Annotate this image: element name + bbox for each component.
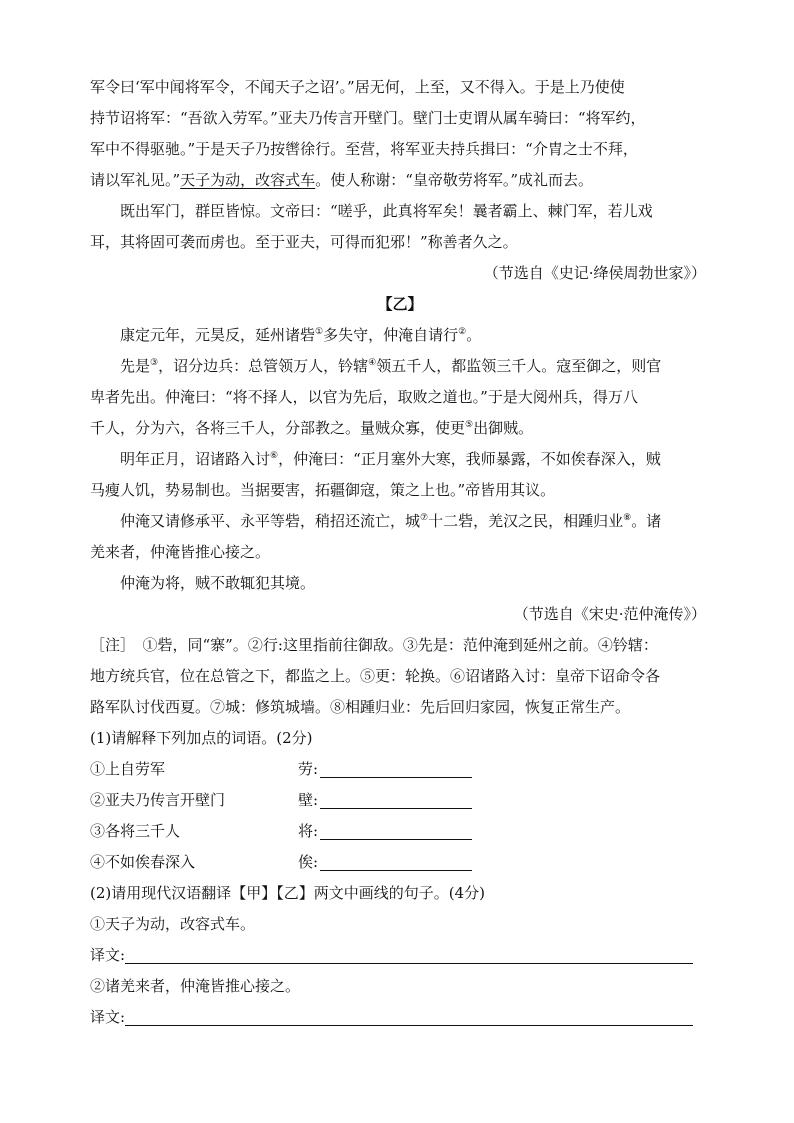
q1-word: 壁:: [298, 791, 319, 809]
yi-p5: 仲淹为将，贼不敢辄犯其境。: [120, 574, 316, 592]
q1-phrase: ①上自劳军: [90, 760, 166, 778]
note-line-3: 路军队讨伐西夏。⑦城：修筑城墙。⑧相踵归业：先后回归家园，恢复正常生产。: [90, 698, 631, 716]
q1-phrase: ②亚夫乃传言开壁门: [90, 791, 226, 809]
yi-p2-a: 先是: [120, 357, 151, 375]
footnote-ref-2: ②: [458, 327, 467, 337]
q1-key: [298, 816, 472, 847]
footnote-ref-6: ⑥: [270, 451, 279, 461]
q1-item-3: [90, 816, 710, 847]
q1-item-2: [90, 785, 710, 816]
q1-key: [298, 785, 472, 816]
yi-p1-a: 康定元年，元昊反，延州诸砦: [120, 326, 316, 344]
note-line-1: ［注］ ①砦，同“寨”。②行:这里指前往御敌。③先是：范仲淹到延州之前。④钤辖：: [90, 636, 658, 654]
passage-yi: [90, 289, 710, 630]
jia-p2-line-2: 耳，其将固可袭而虏也。至于亚夫，可得而犯邪！”称善者久之。: [90, 233, 518, 251]
q1-item-4: [90, 847, 710, 878]
q1-word: 将:: [298, 822, 319, 840]
answer-blank[interactable]: [320, 852, 472, 871]
footnote-ref-5: ⑤: [465, 420, 474, 430]
jia-line-1: 军令曰‘军中闻将军令，不闻天子之诏’。”居无何，上至，又不得入。于是上乃使使: [90, 78, 625, 96]
jia-line-4-post: 。使人称谢：“皇帝敬劳将军。”成礼而去。: [315, 171, 594, 189]
translation-blank[interactable]: [125, 945, 693, 964]
jia-line-3: 军中不得驱驰。”于是天子乃按辔徐行。至营，将军亚夫持兵揖曰：“介胄之士不拜，: [90, 140, 638, 158]
footnote-ref-8: ⑧: [623, 513, 632, 523]
answer-blank[interactable]: [320, 759, 472, 778]
question-2: [90, 878, 710, 1033]
yi-p2-line-2: 卑者先出。仲淹曰：“将不择人，以官为先后，取败之道也。”于是大阅州兵，得万八: [90, 388, 638, 406]
yi-p3-line-1: [90, 444, 710, 475]
yi-p4-line-1: [90, 506, 710, 537]
q1-phrase: ④不如俟春深入: [90, 853, 196, 871]
yi-p2-line-3a: 千人，分为六，各将三千人，分部教之。量贼众寡，使更: [90, 419, 466, 437]
yi-p2-line-3: [90, 413, 710, 444]
question-2-prompt: (2)请用现代汉语翻译【甲】【乙】两文中画线的句子。(4分): [90, 884, 485, 902]
yi-p1-c: 。: [466, 326, 482, 344]
passage-jia: [90, 72, 710, 289]
jia-source: （节选自《史记·绛侯周勃世家》）: [483, 264, 706, 282]
footnote-ref-7: ⑦: [420, 513, 429, 523]
answer-blank[interactable]: [320, 790, 472, 809]
q2-translation-row-2: [90, 1002, 710, 1033]
jia-line-4-pre: 请以军礼见。”: [90, 171, 181, 189]
q2-translation-row-1: [90, 940, 710, 971]
translation-label: 译文:: [90, 1008, 126, 1026]
yi-p4-a: 仲淹又请修承平、永平等砦，稍招还流亡，城: [120, 512, 421, 530]
exam-page: [90, 72, 710, 1033]
annotation-notes: [90, 630, 710, 723]
q2-sentence-2: ②诸羌来者，仲淹皆推心接之。: [90, 977, 301, 995]
footnote-ref-1: ①: [315, 327, 324, 337]
yi-p3-b: ，仲淹曰：“正月塞外大寒，我师暴露，不如俟春深入，贼: [278, 450, 661, 468]
jia-line-2: 持节诏将军：“吾欲入劳军。”亚夫乃传言开壁门。壁门士吏谓从属车骑曰：“将军约，: [90, 109, 646, 127]
yi-p4-line-2: 羌来者，仲淹皆推心接之。: [90, 543, 271, 561]
answer-blank[interactable]: [320, 821, 472, 840]
footnote-ref-4: ④: [368, 358, 377, 368]
yi-p4-b: 十二砦，羌汉之民，相踵归业: [428, 512, 624, 530]
q1-phrase: ③各将三千人: [90, 822, 181, 840]
translation-blank[interactable]: [125, 1007, 693, 1026]
yi-heading: 【乙】: [377, 295, 423, 313]
q2-sentence-1: ①天子为动，改容式车。: [90, 915, 256, 933]
yi-p1-b: 多失守，仲淹自请行: [323, 326, 459, 344]
q1-word: 俟:: [298, 853, 319, 871]
q1-word: 劳:: [298, 760, 319, 778]
q1-key: [298, 847, 472, 878]
footnote-ref-3: ③: [150, 358, 159, 368]
note-line-2: 地方统兵官，位在总管之下，都监之上。⑤更：轮换。⑥诏诸路入讨：皇帝下诏命令各: [90, 667, 661, 685]
jia-p2-line-1: 既出军门，群臣皆惊。文帝曰：“嗟乎，此真将军矣！曩者霸上、棘门军，若儿戏: [120, 202, 653, 220]
yi-p1: [90, 320, 710, 351]
translation-label: 译文:: [90, 946, 126, 964]
jia-line-4: [90, 165, 710, 196]
question-1-prompt: (1)请解释下列加点的词语。(2分): [90, 729, 313, 747]
yi-p2-line-1: [90, 351, 710, 382]
question-1: [90, 723, 710, 878]
underlined-sentence-jia: 天子为动，改容式车: [180, 171, 316, 189]
yi-p2-b: ，诏分边兵：总管领万人，钤辖: [158, 357, 369, 375]
q1-item-1: [90, 754, 710, 785]
yi-p2-c: 领五千人，都监领三千人。寇至御之，则官: [376, 357, 662, 375]
yi-p3-line-2: 马瘦人饥，势易制也。当据要害，拓疆御寇，策之上也。”帝皆用其议。: [90, 481, 556, 499]
yi-p3-a: 明年正月，诏诸路入讨: [120, 450, 271, 468]
yi-source: （节选自《宋史·范仲淹传》）: [513, 605, 706, 623]
yi-p4-c: 。诸: [631, 512, 662, 530]
yi-p2-line-3b: 出御贼。: [473, 419, 534, 437]
q1-key: [298, 754, 472, 785]
